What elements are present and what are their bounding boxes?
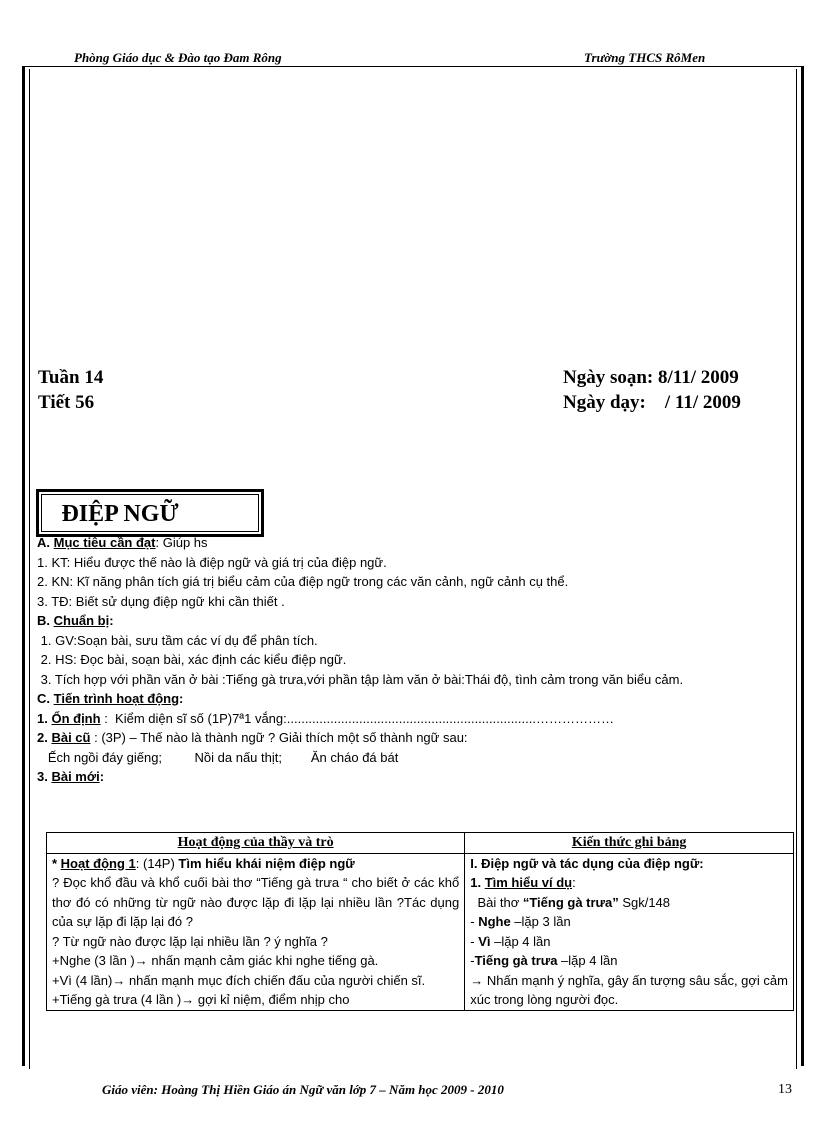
question-text: ? Đọc khổ đầu và khổ cuối bài thơ “Tiếng gà trưa “ cho biết ở các khổ thơ đó có những từ ngữ nào được lặp đi lặp lại nhiều lần ?Tác dụng của sự lặp đi lặp lại đó ? (52, 875, 460, 929)
answer-text: +Vì (4 lần)→ nhấn mạnh mục đích chiến đấu của người chiến sĩ. (52, 972, 426, 988)
section-c-step-2: 2. Bài cũ : (3P) – Thế nào là thành ngữ ? Giải thích một số thành ngữ sau: (37, 730, 468, 745)
activity-table (46, 832, 794, 1011)
lesson-label: Tiết 56 (38, 392, 95, 413)
answer-text: +Tiếng gà trưa (4 lần )→ gợi kỉ niệm, điểm nhịp cho (52, 992, 350, 1007)
repetition-item: - Nghe –lặp 3 lần (470, 914, 571, 929)
table-header-row (47, 833, 794, 854)
answer-text: +Nghe (3 lần )→ nhấn mạnh cảm giác khi nghe tiếng gà. (52, 953, 379, 968)
section-b-item: 2. HS: Đọc bài, soạn bài, xác định các kiểu điệp ngữ. (37, 652, 347, 667)
page-number: 13 (778, 1082, 792, 1097)
notes-section-title: I. Điệp ngữ và tác dụng của điệp ngữ: (470, 855, 704, 871)
teach-date: Ngày dạy: / 11/ 2009 (563, 392, 741, 413)
repetition-item: - Vì –lặp 4 lần (470, 933, 551, 949)
notes-subheading: 1. Tìm hiểu ví dụ: (470, 875, 576, 890)
col-header-notes: Kiến thức ghi bảng (465, 833, 794, 854)
section-a-heading: A. Mục tiêu cần đạt: Giúp hs (37, 535, 208, 550)
notes-cell (465, 853, 794, 1010)
section-c-heading: C. Tiến trình hoạt động: (37, 691, 184, 706)
footer-text: Giáo viên: Hoàng Thị Hiền Giáo án Ngữ văn lớp 7 – Năm học 2009 - 2010 (102, 1082, 504, 1097)
idiom-list: Ếch ngồi đáy giếng; Nồi da nấu thịt; Ăn cháo đá bát (37, 749, 399, 765)
col-header-activities: Hoạt động của thầy và trò (47, 833, 465, 854)
section-a-item: 2. KN: Kĩ năng phân tích giá trị biểu cảm của điệp ngữ trong các văn cảnh, ngữ cảnh cụ thể. (37, 574, 569, 589)
table-row (47, 853, 794, 1010)
activity-title: * Hoạt động 1: (14P) Tìm hiểu khái niệm điệp ngữ (52, 855, 355, 871)
section-a-item: 1. KT: Hiểu được thế nào là điệp ngữ và giá trị của điệp ngữ. (37, 554, 387, 570)
activity-cell (47, 853, 465, 1010)
question-text: ? Từ ngữ nào được lặp lại nhiều lần ? ý nghĩa ? (52, 933, 328, 949)
page-title: ĐIỆP NGỮ (41, 494, 259, 532)
section-b-heading: B. Chuẩn bị: (37, 613, 114, 628)
header-school-name: Trường THCS RôMen (584, 50, 706, 65)
section-b-item: 1. GV:Soạn bài, sưu tầm các ví dụ để phân tích. (37, 632, 318, 648)
lesson-body (37, 533, 777, 787)
section-c-step-1: 1. Ổn định : Kiểm diện sĩ số (1P)7ª1 vắng:.....................................................................……………… (37, 710, 614, 726)
prep-date: Ngày soạn: 8/11/ 2009 (563, 367, 739, 388)
section-c-step-3: 3. Bài mới: (37, 769, 105, 784)
notes-conclusion: → Nhấn mạnh ý nghĩa, gây ấn tượng sâu sắc, gợi cảm xúc trong lòng người đọc. (470, 972, 788, 1007)
section-a-item: 3. TĐ: Biết sử dụng điệp ngữ khi cần thiết . (37, 593, 285, 609)
section-b-item: 3. Tích hợp với phần văn ở bài :Tiếng gà trưa,với phần tập làm văn ở bài:Thái độ, tình cảm trong văn biểu cảm. (37, 671, 684, 687)
title-box (36, 489, 264, 537)
poem-reference: Bài thơ “Tiếng gà trưa” Sgk/148 (470, 894, 671, 910)
week-label: Tuần 14 (38, 367, 104, 388)
header-school-office: Phòng Giáo dục & Đào tạo Đam Rông (74, 50, 282, 65)
repetition-item: -Tiếng gà trưa –lặp 4 lần (470, 953, 618, 968)
